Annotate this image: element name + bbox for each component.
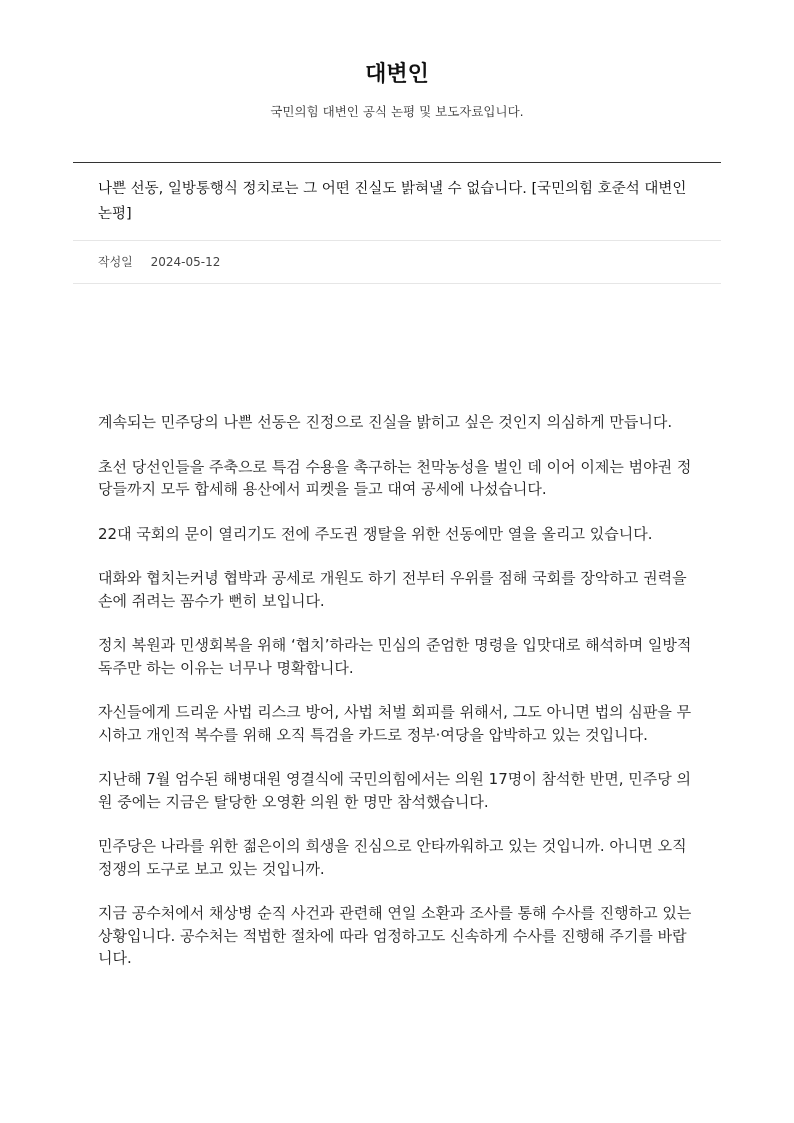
- body-paragraph: 민주당은 나라를 위한 젊은이의 희생을 진심으로 안타까워하고 있는 것입니까. 아니면 오직 정쟁의 도구로 보고 있는 것입니까.: [98, 837, 687, 878]
- date-label: 작성일: [98, 255, 133, 269]
- article-body: [98, 411, 698, 992]
- body-paragraph: 자신들에게 드리운 사법 리스크 방어, 사법 처벌 회피를 위해서, 그도 아니면 법의 심판을 무시하고 개인적 복수를 위해 오직 특검을 카드로 정부·여당을 압박하고 있는 것입니다.: [98, 703, 692, 744]
- body-paragraph: 지금 공수처에서 채상병 순직 사건과 관련해 연일 소환과 조사를 통해 수사를 진행하고 있는 상황입니다. 공수처는 적법한 절차에 따라 엄정하고도 신속하게 수사를 진행해 주기를 바랍니다.: [98, 904, 692, 967]
- body-paragraph: 초선 당선인들을 주축으로 특검 수용을 촉구하는 천막농성을 벌인 데 이어 이제는 범야권 정당들까지 모두 합세해 용산에서 피켓을 들고 대여 공세에 나섰습니다.: [98, 457, 692, 498]
- page-title: 대변인: [365, 62, 429, 87]
- title-divider: [73, 240, 721, 241]
- body-paragraph: 지난해 7월 엄수된 해병대원 영결식에 국민의힘에서는 의원 17명이 참석한 반면, 민주당 의원 중에는 지금은 탈당한 오영환 의원 한 명만 참석했습니다.: [98, 770, 692, 811]
- body-paragraph: 정치 복원과 민생회복을 위해 ‘협치’하라는 민심의 준엄한 명령을 입맛대로 해석하며 일방적 독주만 하는 이유는 너무나 명확합니다.: [98, 636, 692, 677]
- body-paragraph: 22대 국회의 문이 열리기도 전에 주도권 쟁탈을 위한 선동에만 열을 올리고 있습니다.: [98, 524, 653, 543]
- page-subtitle: 국민의힘 대변인 공식 논평 및 보도자료입니다.: [270, 104, 524, 119]
- body-paragraph: 계속되는 민주당의 나쁜 선동은 진정으로 진실을 밝히고 싶은 것인지 의심하게 만듭니다.: [98, 413, 673, 431]
- article-title: 나쁜 선동, 일방통행식 정치로는 그 어떤 진실도 밝혀낼 수 없습니다. [국민의힘 호준석 대변인 논평]: [98, 181, 687, 222]
- date-value: 2024-05-12: [150, 255, 221, 269]
- body-paragraph: 대화와 협치는커녕 협박과 공세로 개원도 하기 전부터 우위를 점해 국회를 장악하고 권력을 손에 쥐려는 꼼수가 뻔히 보입니다.: [98, 569, 687, 610]
- meta-divider: [73, 283, 721, 284]
- header-divider: [73, 162, 721, 163]
- article-meta: [98, 251, 220, 273]
